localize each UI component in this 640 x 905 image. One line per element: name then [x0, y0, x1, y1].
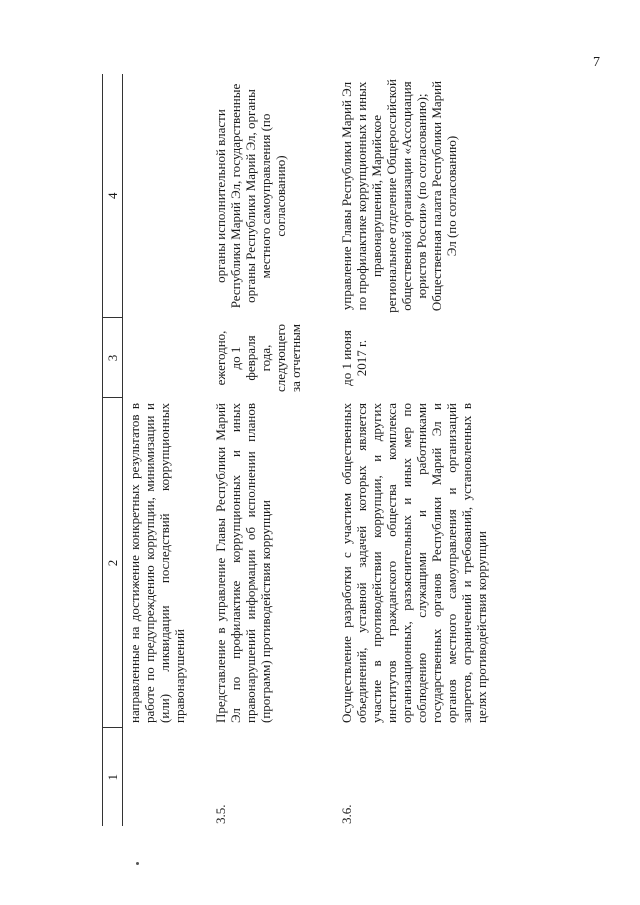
row-action: Осуществление разработки с участием общественных объединений, уставной задачей которых является участие в противодействии коррупции, и других институтов гражданского общества комплекса организационных, разъяснительных и иных мер по соблюдению служащими и работниками государственных органов Республики Марий Эл и органов местного самоуправления и организаций запретов, ограничений и требований, установленных в целях противодействия коррупции	[339, 403, 489, 723]
row-number	[123, 728, 200, 826]
page-number: 7	[593, 55, 600, 70]
row-executor	[123, 74, 200, 318]
table-row	[199, 74, 325, 826]
row-deadline: ежегодно, до 1 февраля года, следующего за отчетным	[213, 323, 303, 393]
row-number: 3.6.	[339, 804, 354, 824]
row-action: направленные на достижение конкретных результатов в работе по предупреждению коррупции, минимизации и (или) ликвидации последствий коррупционных правонарушений	[127, 403, 187, 723]
row-number: 3.5.	[213, 804, 228, 824]
column-header-2: 2	[103, 398, 123, 728]
table-row	[325, 74, 573, 826]
measures-table	[102, 74, 573, 826]
table-row	[123, 74, 200, 826]
row-executor: органы исполнительной власти Республики Марий Эл, государственные органы Республики Марий Эл, органы местного самоуправления (по согласованию)	[213, 83, 288, 309]
scan-artifact-dot	[136, 862, 139, 865]
row-deadline: до 1 июня 2017 г.	[339, 330, 369, 386]
table-header-row	[103, 74, 123, 826]
row-deadline	[123, 318, 200, 398]
measures-table-container	[102, 74, 560, 826]
column-header-4: 4	[103, 74, 123, 318]
row-action: Представление в управление Главы Республики Марий Эл по профилактике коррупционных и иных правонарушений информации об исполнении планов (программ) противодействия коррупции	[213, 403, 273, 723]
column-header-1: 1	[103, 728, 123, 826]
column-header-3: 3	[103, 318, 123, 398]
row-executor: управление Главы Республики Марий Эл по профилактике коррупционных и иных правонарушений, Марийское региональное отделение Общероссийской общественной организации «Ассоциация юристов России» (по согласованию); Общественная палата Республики Марий Эл (по согласованию)	[339, 79, 459, 313]
